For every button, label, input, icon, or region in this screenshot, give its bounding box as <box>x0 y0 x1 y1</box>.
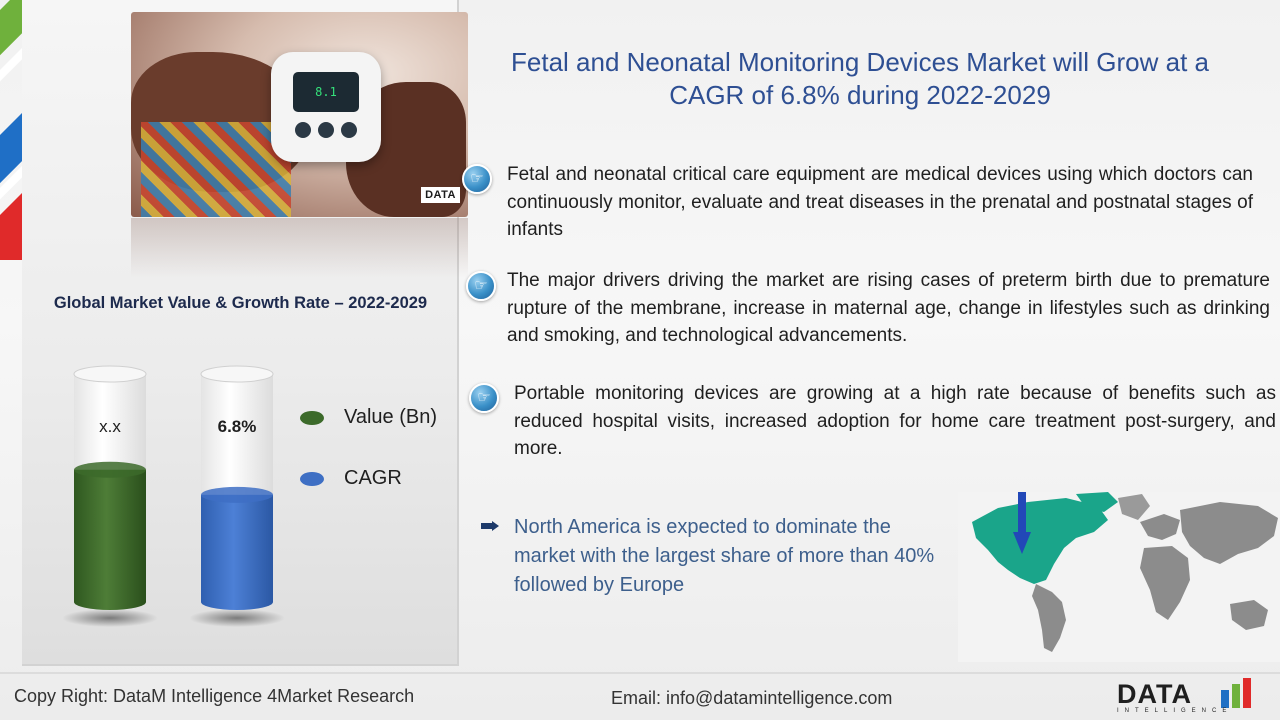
cylinder-shadow <box>62 609 158 627</box>
logo-text: DATA <box>1117 679 1192 709</box>
device-screen: 8.1 <box>293 72 359 112</box>
cylinder-fill-1 <box>201 495 273 602</box>
cylinder-shadow <box>189 609 285 627</box>
pointing-hand-icon: ☞ <box>462 164 492 194</box>
bullet-text: Fetal and neonatal critical care equipment are medical devices using which doctors can continuously monitor, evaluate and treat diseases in the prenatal and postnatal stages of infants <box>507 164 1253 240</box>
monitor-device <box>271 52 381 162</box>
world-map <box>958 492 1280 662</box>
device-button <box>341 122 357 138</box>
cylinder-fill-0 <box>74 470 146 602</box>
photo-reflection <box>131 218 468 278</box>
logo-subtext: INTELLIGENCE <box>1117 708 1233 714</box>
legend-item-value <box>300 406 437 429</box>
photo-cloth <box>141 122 291 217</box>
legend-label-cagr: CAGR <box>344 467 402 489</box>
bullet-item <box>507 161 1253 244</box>
logo-bars-icon <box>1221 678 1253 708</box>
bullet-item <box>507 267 1270 350</box>
legend-swatch-value <box>300 411 324 425</box>
cylinder-bottom-cap <box>201 594 273 610</box>
page-title: Fetal and Neonatal Monitoring Devices Market will Grow at a CAGR of 6.8% during 2022-2029 <box>511 47 1209 110</box>
legend-swatch-cagr <box>300 472 324 486</box>
data-label-1: 6.8% <box>217 417 257 436</box>
cylinder-top-cap <box>74 366 146 382</box>
cylinder-top-cap <box>201 366 273 382</box>
device-button <box>318 122 334 138</box>
cylinder-fill-level <box>74 462 146 478</box>
photo-watermark-logo: DATA <box>421 187 460 203</box>
left-panel <box>22 0 459 666</box>
chart-title: Global Market Value & Growth Rate – 2022-2029 <box>53 294 428 312</box>
down-arrow-icon <box>1013 492 1031 554</box>
bullet-item <box>514 380 1276 463</box>
pointing-hand-icon: ☞ <box>469 383 499 413</box>
footer-email: Email: info@datamintelligence.com <box>611 688 893 708</box>
device-button <box>295 122 311 138</box>
monitoring-device-photo <box>131 12 468 217</box>
pointing-hand-icon: ☞ <box>466 271 496 301</box>
arrow-bullet-icon <box>481 521 499 531</box>
bullet-text: The major drivers driving the market are rising cases of preterm birth due to premature rupture of the membrane, increase in maternal age, change in lifestyles such as drinking and smoking, and technological advancements. <box>507 270 1270 346</box>
cylinder-bottom-cap <box>74 594 146 610</box>
cylinder-fill-level <box>201 487 273 503</box>
legend-item-cagr <box>300 467 402 490</box>
footer-copyright: Copy Right: DataM Intelligence 4Market Research <box>14 686 415 706</box>
datam-logo <box>1117 676 1255 716</box>
data-label-0: x.x <box>99 417 121 436</box>
legend-label-value: Value (Bn) <box>344 406 438 428</box>
bullet-text: Portable monitoring devices are growing at a high rate because of benefits such as reduced hospital visits, increased adoption for home care treatment post-surgery, and more. <box>514 383 1276 459</box>
footer-divider <box>0 672 1280 674</box>
north-america-highlight: North America is expected to dominate the market with the largest share of more than 40% followed by Europe <box>514 516 935 596</box>
